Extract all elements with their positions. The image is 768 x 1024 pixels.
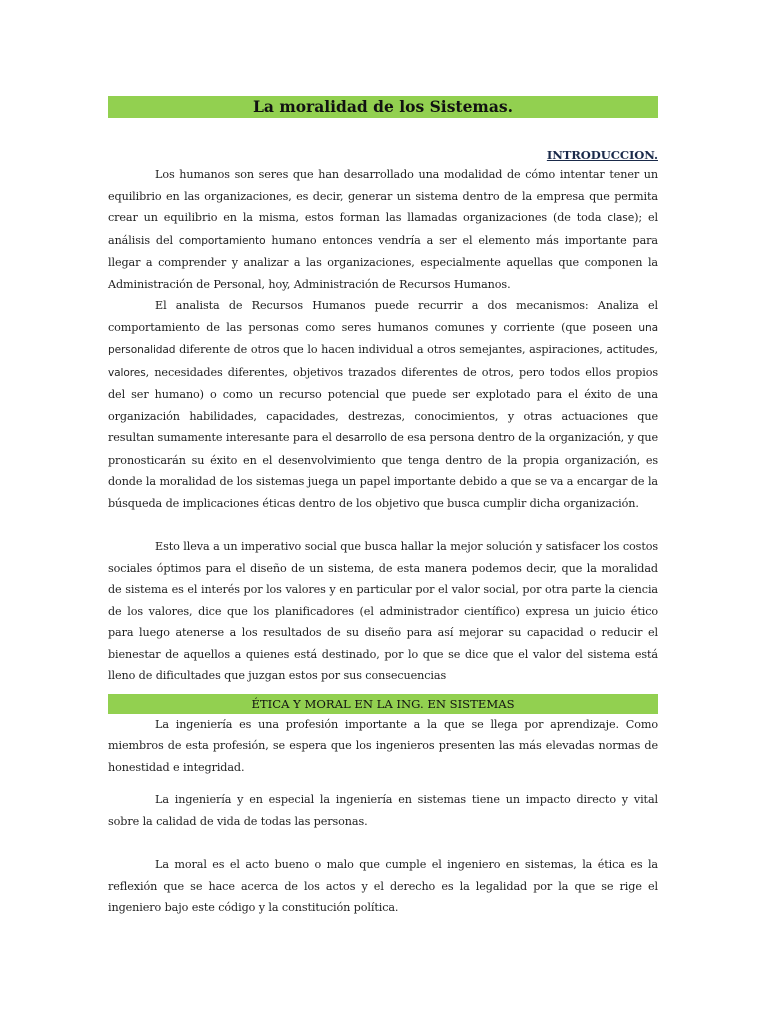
- paragraph-1-text-c: humano entonces vendría a ser el elemento más importante para llegar a comprender y analizar a las organizaciones, especialmente aquellas que componen la Administración de Personal, hoy, Administración de Recursos Humanos.: [108, 233, 659, 291]
- keyword-valores: valores: [108, 366, 146, 379]
- paragraph-5: La ingeniería y en especial la ingeniería en sistemas tiene un impacto directo y vital sobre la calidad de vida de todas las personas.: [108, 793, 658, 828]
- document-body: [108, 96, 658, 919]
- document-title: La moralidad de los Sistemas.: [108, 96, 658, 118]
- paragraph-4: La ingeniería es una profesión importante a la que se llega por aprendizaje. Como miembros de esta profesión, se espera que los ingenieros presenten las más elevadas normas de honestidad e integridad.: [108, 717, 658, 774]
- keyword-personalidad: una personalidad: [108, 321, 658, 356]
- keyword-comportamiento: comportamiento: [178, 234, 266, 247]
- spacer: [108, 778, 658, 789]
- paragraph-3: Esto lleva a un imperativo social que busca hallar la mejor solución y satisfacer los costos sociales óptimos para el diseño de un sistema, de esta manera podemos decir, que la moralidad de sistema es el interés por los valores y en particular por el valor social, por otra parte la ciencia de los valores, dice que los planificadores (el administrador científico) expresa un juicio ético para luego atenerse a los resultados de su diseño para así mejorar su capacidad o reducir el bienestar de aquellos a quienes está destinado, por lo que se dice que el valor del sistema está lleno de dificultades que juzgan estos por sus consecuencias: [108, 540, 658, 682]
- keyword-clase: clase: [607, 212, 635, 224]
- intro-heading: INTRODUCCION.: [546, 148, 658, 162]
- paragraph-2-text-d: , necesidades diferentes, objetivos trazados diferentes de otros, pero todos ellos propios del ser humano) o como un recurso potencial que puede ser explotado para el éxito de una organización habilidades, capacidades, destrezas, conocimientos, y otras actuaciones que resultan sumamente interesante para el: [108, 365, 658, 444]
- paragraph-2-text-b: diferente de otros que lo hacen individual a otros semejantes, aspiraciones,: [175, 343, 607, 356]
- paragraph-2-text-a: El analista de Recursos Humanos puede recurrir a dos mecanismos: Analiza el comportamiento de las personas como seres humanos comunes y corriente (que poseen: [108, 299, 658, 334]
- paragraph-1-text-b: ); el análisis del: [108, 211, 658, 247]
- keyword-actitudes: actitudes: [606, 344, 655, 356]
- paragraph-2-text-e: de esa persona dentro de la organización, y que pronosticarán su éxito en el desenvolvimiento que tenga dentro de la propia organización, es donde la moralidad de los sistemas juega un papel importante debido a que se va a encargar de la búsqueda de implicaciones éticas dentro de los objetivo que busca cumplir dicha organización.: [108, 431, 659, 510]
- paragraph-6: La moral es el acto bueno o malo que cumple el ingeniero en sistemas, la ética es la reflexión que se hace acerca de los actos y el derecho es la legalidad por la que se rige el ingeniero bajo este código y la constitución política.: [108, 858, 658, 914]
- keyword-desarrollo: desarrollo: [335, 432, 387, 444]
- section-heading: ÉTICA Y MORAL EN LA ING. EN SISTEMAS: [108, 694, 658, 714]
- paragraph-1-text-a: Los humanos son seres que han desarrollado una modalidad de cómo intentar tener un equilibrio en las organizaciones, es decir, generar un sistema dentro de la empresa que permita crear un equilibrio en la misma, estos forman las llamadas organizaciones (de toda: [108, 168, 658, 224]
- paragraph-1: [108, 164, 658, 295]
- paragraph-2-text-c: ,: [654, 343, 658, 356]
- spacer: [108, 514, 658, 536]
- spacer: [108, 832, 658, 854]
- paragraph-2: [108, 295, 658, 514]
